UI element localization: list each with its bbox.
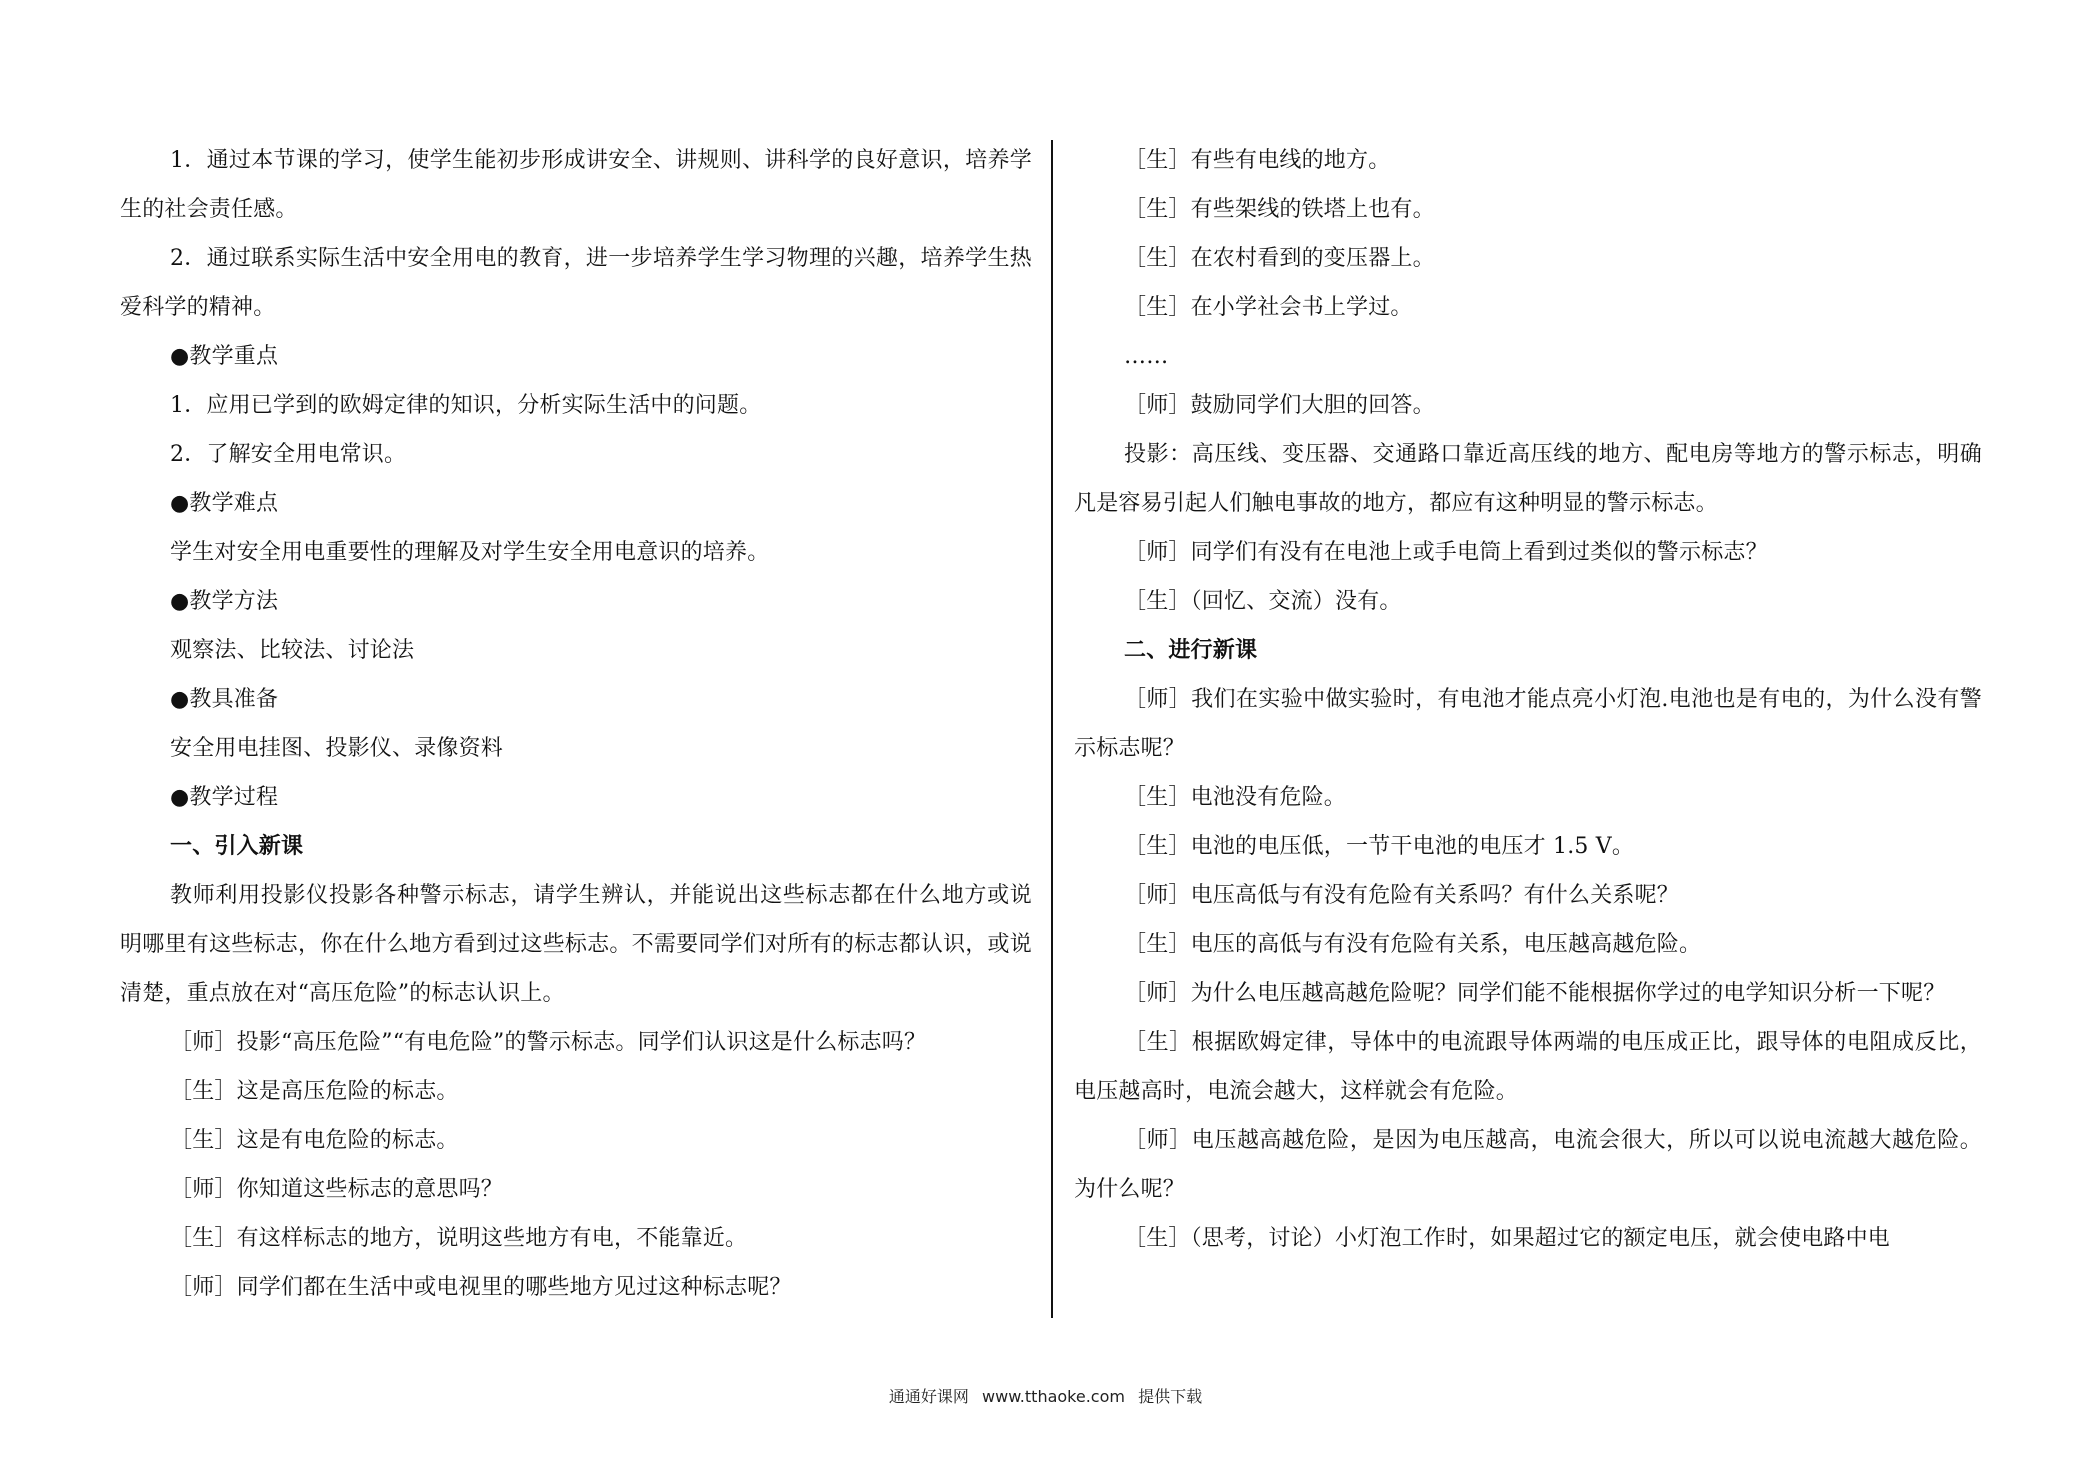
paragraph: ●教具准备 — [170, 687, 279, 712]
paragraph: ［生］有这样标志的地方，说明这些地方有电，不能靠近。 — [170, 1226, 748, 1251]
paragraph: …… — [1124, 344, 1169, 369]
paragraph: ［师］为什么电压越高越危险呢？同学们能不能根据你学过的电学知识分析一下呢？ — [1124, 981, 1946, 1006]
left-column — [120, 136, 1032, 1312]
paragraph: 安全用电挂图、投影仪、录像资料 — [170, 736, 504, 761]
page-footer — [0, 1384, 2091, 1407]
footer-url[interactable]: www.tthaoke.com — [982, 1387, 1125, 1406]
paragraph: ［生］这是有电危险的标志。 — [170, 1128, 459, 1153]
paragraph: ［师］我们在实验中做实验时，有电池才能点亮小灯泡.电池也是有电的，为什么没有警示标志呢？ — [1074, 687, 1982, 761]
paragraph: ●教学方法 — [170, 589, 279, 614]
paragraph: ［师］同学们都在生活中或电视里的哪些地方见过这种标志呢？ — [170, 1275, 792, 1300]
paragraph: ［生］在农村看到的变压器上。 — [1124, 246, 1435, 271]
paragraph: ［师］鼓励同学们大胆的回答。 — [1124, 393, 1435, 418]
paragraph: ［师］你知道这些标志的意思吗？ — [170, 1177, 504, 1202]
paragraph: ［师］同学们有没有在电池上或手电筒上看到过类似的警示标志？ — [1124, 540, 1768, 565]
section-heading: 一、引入新课 — [170, 833, 304, 859]
paragraph: ●教学重点 — [170, 344, 279, 369]
paragraph: 教师利用投影仪投影各种警示标志，请学生辨认，并能说出这些标志都在什么地方或说明哪里有这些标志，你在什么地方看到过这些标志。不需要同学们对所有的标志都认识，或说清楚，重点放在对“高压危险”的标志认识上。 — [120, 883, 1032, 1006]
paragraph: ［生］电池的电压低，一节干电池的电压才 1.5 V。 — [1124, 834, 1635, 859]
paragraph: 学生对安全用电重要性的理解及对学生安全用电意识的培养。 — [170, 540, 770, 565]
section-heading: 二、进行新课 — [1124, 637, 1258, 663]
paragraph: ［生］有些架线的铁塔上也有。 — [1124, 197, 1435, 222]
right-column — [1074, 136, 1982, 1263]
paragraph: ［师］投影“高压危险”“有电危险”的警示标志。同学们认识这是什么标志吗？ — [170, 1030, 927, 1055]
paragraph: ［生］电压的高低与有没有危险有关系，电压越高越危险。 — [1124, 932, 1702, 957]
column-divider — [1051, 140, 1053, 1318]
paragraph: ［生］这是高压危险的标志。 — [170, 1079, 459, 1104]
footer-suffix: 提供下载 — [1138, 1387, 1203, 1406]
paragraph: ●教学过程 — [170, 785, 279, 810]
paragraph: ［生］电池没有危险。 — [1124, 785, 1347, 810]
paragraph: 1．通过本节课的学习，使学生能初步形成讲安全、讲规则、讲科学的良好意识，培养学生的社会责任感。 — [120, 148, 1032, 222]
paragraph: 投影：高压线、变压器、交通路口靠近高压线的地方、配电房等地方的警示标志，明确凡是容易引起人们触电事故的地方，都应有这种明显的警示标志。 — [1074, 442, 1982, 516]
paragraph: ［生］在小学社会书上学过。 — [1124, 295, 1413, 320]
paragraph: 2．了解安全用电常识。 — [170, 442, 407, 467]
paragraph: ［生］根据欧姆定律，导体中的电流跟导体两端的电压成正比，跟导体的电阻成反比，电压越高时，电流会越大，这样就会有危险。 — [1074, 1030, 1982, 1104]
paragraph: ［师］电压高低与有没有危险有关系吗？有什么关系呢？ — [1124, 883, 1680, 908]
paragraph: 观察法、比较法、讨论法 — [170, 638, 415, 663]
paragraph: ［生］（回忆、交流）没有。 — [1124, 589, 1402, 614]
paragraph: 2．通过联系实际生活中安全用电的教育，进一步培养学生学习物理的兴趣，培养学生热爱科学的精神。 — [120, 246, 1032, 320]
paragraph: 1．应用已学到的欧姆定律的知识，分析实际生活中的问题。 — [170, 393, 762, 418]
paragraph: ［师］电压越高越危险，是因为电压越高，电流会很大，所以可以说电流越大越危险。为什么呢？ — [1074, 1128, 1982, 1202]
footer-site-name: 通通好课网 — [888, 1387, 969, 1406]
paragraph: ［生］（思考，讨论）小灯泡工作时，如果超过它的额定电压，就会使电路中电 — [1124, 1226, 1891, 1251]
paragraph: ［生］有些有电线的地方。 — [1124, 148, 1391, 173]
paragraph: ●教学难点 — [170, 491, 279, 516]
